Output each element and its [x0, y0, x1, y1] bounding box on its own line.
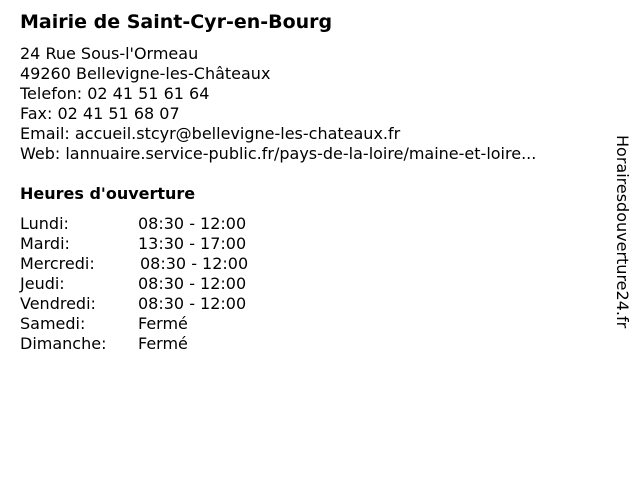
day-label: Samedi:	[20, 314, 86, 333]
time-value: 08:30 - 12:00	[138, 294, 247, 313]
day-label: Mercredi:	[20, 254, 95, 273]
street-address: 24 Rue Sous-l'Ormeau	[20, 44, 199, 63]
day-label: Mardi:	[20, 234, 70, 253]
day-label: Jeudi:	[20, 274, 65, 293]
phone-number: Telefon: 02 41 51 61 64	[20, 84, 210, 103]
hours-heading: Heures d'ouverture	[20, 184, 196, 203]
contact-block	[20, 44, 536, 164]
website-url: Web: lannuaire.service-public.fr/pays-de-la-loire/maine-et-loire...	[20, 144, 537, 163]
time-value: 08:30 - 12:00	[138, 274, 247, 293]
time-value: 08:30 - 12:00	[140, 254, 249, 273]
day-label: Dimanche:	[20, 334, 107, 353]
time-value: Fermé	[138, 314, 188, 333]
time-value: 08:30 - 12:00	[138, 214, 247, 233]
city-address: 49260 Bellevigne-les-Châteaux	[20, 64, 271, 83]
day-label: Lundi:	[20, 214, 69, 233]
time-value: 13:30 - 17:00	[138, 234, 247, 253]
fax-number: Fax: 02 41 51 68 07	[20, 104, 180, 123]
site-watermark: Horairesdouverture24.fr	[613, 135, 632, 329]
time-value: Fermé	[138, 334, 188, 353]
day-label: Vendredi:	[20, 294, 96, 313]
email-address: Email: accueil.stcyr@bellevigne-les-chateaux.fr	[20, 124, 401, 143]
page-title: Mairie de Saint-Cyr-en-Bourg	[20, 11, 333, 33]
